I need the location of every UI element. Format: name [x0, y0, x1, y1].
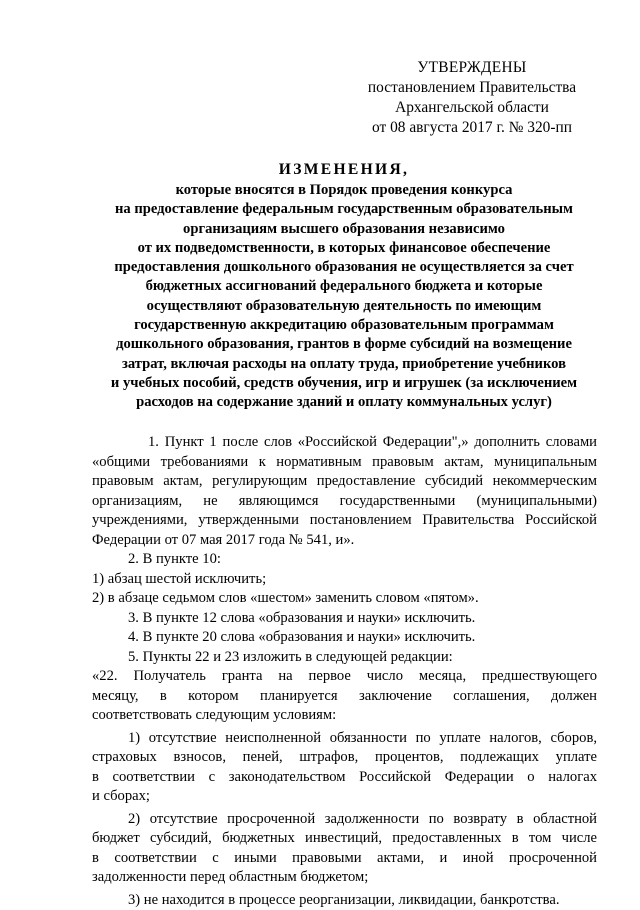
title-line: которые вносятся в Порядок проведения конкурса — [70, 181, 618, 200]
condition-2-line: задолженности перед областным бюджетом; — [92, 868, 597, 888]
title-line: осуществляют образовательную деятельность по имеющим — [70, 297, 618, 316]
paragraph-2-subitem-1: 1) абзац шестой исключить; — [92, 570, 597, 590]
title-line: на предоставление федеральным государственным образовательным — [70, 200, 618, 219]
condition-2-line: в соответствии с иными правовыми актами, и иной просроченной — [92, 849, 597, 869]
condition-1-line: 1) отсутствие неисполненной обязанности по уплате налогов, сборов, — [92, 729, 597, 749]
paragraph-1-line: «общими требованиями к нормативным правовым актам, муниципальным — [92, 453, 597, 473]
title-line: затрат, включая расходы на оплату труда, приобретение учебников — [70, 355, 618, 374]
condition-1-line: страховых взносов, пеней, штрафов, процентов, подлежащих уплате — [92, 748, 597, 768]
paragraph-1-line: организациям, не являющимся государственными (муниципальными) — [92, 492, 597, 512]
point-22-line: месяцу, в котором планируется заключение соглашения, должен — [92, 687, 597, 707]
approval-line-3: от 08 августа 2017 г. № 320-пп — [352, 118, 592, 138]
paragraph-2: 2. В пункте 10: — [92, 550, 597, 570]
condition-2-line: 2) отсутствие просроченной задолженности по возврату в областной — [92, 810, 597, 830]
condition-1-line: и сборах; — [92, 787, 597, 807]
condition-1-line: в соответствии с законодательством Российской Федерации о налогах — [92, 768, 597, 788]
title-line: бюджетных ассигнований федерального бюджета и которые — [70, 277, 618, 296]
condition-3: 3) не находится в процессе реорганизации, ликвидации, банкротства. — [92, 891, 597, 910]
title-line: и учебных пособий, средств обучения, игр и игрушек (за исключением — [70, 374, 618, 393]
title-heading: ИЗМЕНЕНИЯ, — [70, 160, 618, 180]
paragraph-3: 3. В пункте 12 слова «образования и науки» исключить. — [92, 609, 597, 629]
point-22-line: «22. Получатель гранта на первое число месяца, предшествующего — [92, 667, 597, 687]
document-title — [70, 160, 618, 413]
approval-heading: УТВЕРЖДЕНЫ — [352, 58, 592, 78]
paragraph-4: 4. В пункте 20 слова «образования и науки» исключить. — [92, 628, 597, 648]
title-line: государственную аккредитацию образовательным программам — [70, 316, 618, 335]
paragraph-1-line: 1. Пункт 1 после слов «Российской Федерации",» дополнить словами — [92, 433, 597, 453]
title-line: от их подведомственности, в которых финансовое обеспечение — [70, 239, 618, 258]
approval-block — [352, 58, 592, 138]
title-line: дошкольного образования, грантов в форме субсидий на возмещение — [70, 335, 618, 354]
approval-line-2: Архангельской области — [352, 98, 592, 118]
approval-line-1: постановлением Правительства — [352, 78, 592, 98]
title-line: расходов на содержание зданий и оплату коммунальных услуг) — [70, 393, 618, 412]
paragraph-1-line: учреждениями, утвержденными постановлением Правительства Российской — [92, 511, 597, 531]
title-line: организациям высшего образования независимо — [70, 220, 618, 239]
paragraph-1-line: Федерации от 07 мая 2017 года № 541, и». — [92, 531, 597, 551]
condition-2-line: бюджет субсидий, бюджетных инвестиций, предоставленных в том числе — [92, 829, 597, 849]
title-line: предоставления дошкольного образования не осуществляется за счет — [70, 258, 618, 277]
point-22-line: соответствовать следующим условиям: — [92, 706, 597, 726]
paragraph-1-line: правовым актам, регулирующим предоставление субсидий некоммерческим — [92, 472, 597, 492]
paragraph-5: 5. Пункты 22 и 23 изложить в следующей редакции: — [92, 648, 597, 668]
document-body — [92, 433, 597, 910]
paragraph-2-subitem-2: 2) в абзаце седьмом слов «шестом» заменить словом «пятом». — [92, 589, 597, 609]
